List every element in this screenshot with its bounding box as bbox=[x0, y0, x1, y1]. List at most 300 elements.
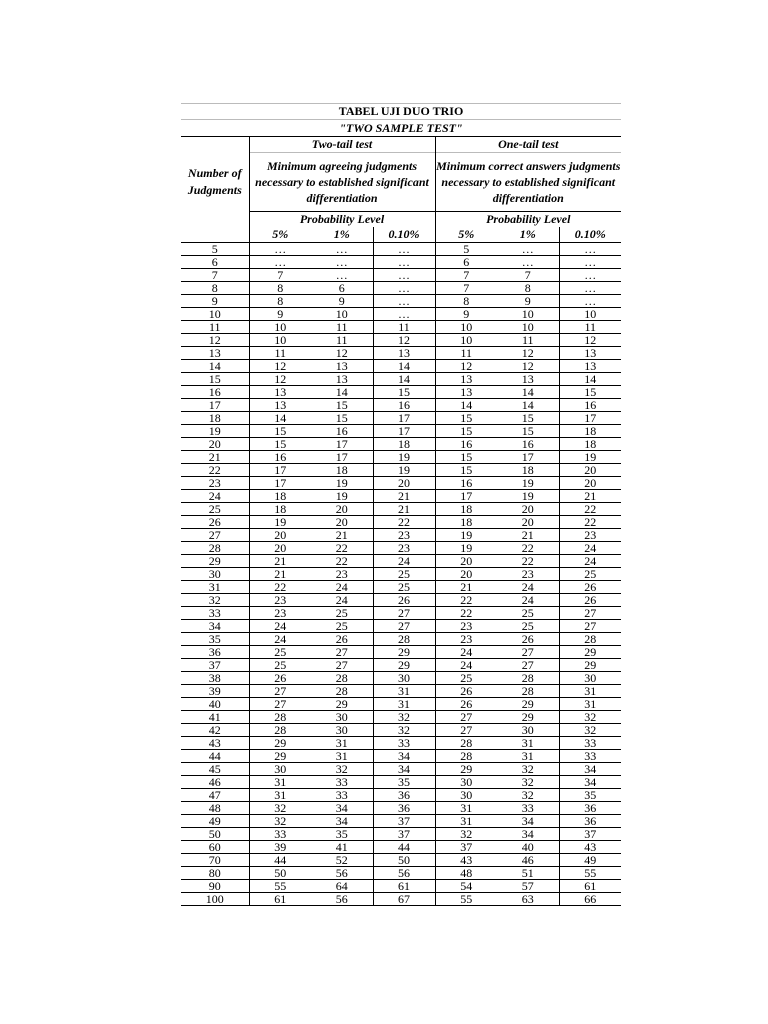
cell-two-tail-0-10: 34 bbox=[373, 750, 435, 763]
cell-two-tail-0-10: 13 bbox=[373, 347, 435, 360]
table-row bbox=[181, 594, 621, 607]
cell-two-tail-0-10: 36 bbox=[373, 802, 435, 815]
cell-judgments: 35 bbox=[181, 633, 249, 646]
cell-one-tail-0-10: 49 bbox=[559, 854, 621, 867]
cell-one-tail-5: 28 bbox=[435, 737, 497, 750]
cell-judgments: 18 bbox=[181, 412, 249, 425]
cell-two-tail-0-10: 26 bbox=[373, 594, 435, 607]
table-row bbox=[181, 607, 621, 620]
cell-two-tail-1: 15 bbox=[311, 399, 373, 412]
cell-one-tail-5: 55 bbox=[435, 893, 497, 906]
cell-two-tail-1: 23 bbox=[311, 568, 373, 581]
cell-two-tail-1: 10 bbox=[311, 308, 373, 321]
cell-two-tail-0-10: 35 bbox=[373, 776, 435, 789]
cell-two-tail-1: 13 bbox=[311, 373, 373, 386]
cell-one-tail-0-10: 55 bbox=[559, 867, 621, 880]
cell-one-tail-1: 32 bbox=[497, 789, 559, 802]
cell-one-tail-5: 14 bbox=[435, 399, 497, 412]
cell-one-tail-5: 31 bbox=[435, 815, 497, 828]
cell-judgments: 19 bbox=[181, 425, 249, 438]
cell-judgments: 31 bbox=[181, 581, 249, 594]
cell-two-tail-5: 29 bbox=[249, 750, 311, 763]
cell-one-tail-1: 51 bbox=[497, 867, 559, 880]
cell-judgments: 17 bbox=[181, 399, 249, 412]
table-row bbox=[181, 425, 621, 438]
cell-one-tail-1: 19 bbox=[497, 490, 559, 503]
cell-judgments: 8 bbox=[181, 282, 249, 295]
cell-one-tail-0-10: 18 bbox=[559, 438, 621, 451]
cell-two-tail-0-10: 44 bbox=[373, 841, 435, 854]
cell-judgments: 22 bbox=[181, 464, 249, 477]
table-row bbox=[181, 633, 621, 646]
cell-two-tail-1: 19 bbox=[311, 490, 373, 503]
cell-one-tail-0-10: 61 bbox=[559, 880, 621, 893]
cell-two-tail-0-10: … bbox=[373, 308, 435, 321]
cell-one-tail-1: 32 bbox=[497, 763, 559, 776]
cell-one-tail-0-10: 28 bbox=[559, 633, 621, 646]
cell-one-tail-1: 63 bbox=[497, 893, 559, 906]
cell-two-tail-1: 26 bbox=[311, 633, 373, 646]
cell-one-tail-1: 26 bbox=[497, 633, 559, 646]
table-row bbox=[181, 451, 621, 464]
table-row bbox=[181, 737, 621, 750]
cell-one-tail-0-10: 35 bbox=[559, 789, 621, 802]
cell-one-tail-5: 26 bbox=[435, 685, 497, 698]
cell-one-tail-1: 34 bbox=[497, 828, 559, 841]
cell-judgments: 90 bbox=[181, 880, 249, 893]
cell-one-tail-1: 32 bbox=[497, 776, 559, 789]
cell-one-tail-1: 28 bbox=[497, 672, 559, 685]
cell-one-tail-0-10: … bbox=[559, 295, 621, 308]
two-tail-level-1: 1% bbox=[333, 227, 350, 241]
cell-two-tail-0-10: 18 bbox=[373, 438, 435, 451]
cell-one-tail-5: 11 bbox=[435, 347, 497, 360]
number-of-judgments-header: Number of Judgments bbox=[181, 137, 249, 228]
cell-one-tail-1: 10 bbox=[497, 321, 559, 334]
cell-one-tail-5: 18 bbox=[435, 503, 497, 516]
cell-one-tail-0-10: 34 bbox=[559, 763, 621, 776]
cell-one-tail-1: 18 bbox=[497, 464, 559, 477]
cell-one-tail-1: 8 bbox=[497, 282, 559, 295]
cell-one-tail-1: 12 bbox=[497, 360, 559, 373]
cell-two-tail-0-10: 31 bbox=[373, 698, 435, 711]
cell-one-tail-1: 22 bbox=[497, 542, 559, 555]
cell-two-tail-1: 13 bbox=[311, 360, 373, 373]
cell-two-tail-1: 25 bbox=[311, 607, 373, 620]
table-row bbox=[181, 490, 621, 503]
cell-two-tail-0-10: 33 bbox=[373, 737, 435, 750]
cell-one-tail-5: 23 bbox=[435, 633, 497, 646]
table-row bbox=[181, 724, 621, 737]
cell-one-tail-1: 11 bbox=[497, 334, 559, 347]
cell-two-tail-1: 12 bbox=[311, 347, 373, 360]
cell-one-tail-1: 31 bbox=[497, 750, 559, 763]
cell-one-tail-0-10: 13 bbox=[559, 347, 621, 360]
cell-judgments: 47 bbox=[181, 789, 249, 802]
cell-judgments: 41 bbox=[181, 711, 249, 724]
cell-two-tail-0-10: 67 bbox=[373, 893, 435, 906]
one-tail-level-0-10: 0.10% bbox=[559, 227, 621, 243]
cell-two-tail-1: 11 bbox=[311, 321, 373, 334]
table-row bbox=[181, 373, 621, 386]
cell-two-tail-0-10: 14 bbox=[373, 373, 435, 386]
cell-two-tail-5: 33 bbox=[249, 828, 311, 841]
cell-two-tail-0-10: 61 bbox=[373, 880, 435, 893]
cell-two-tail-1: 30 bbox=[311, 724, 373, 737]
cell-one-tail-1: 9 bbox=[497, 295, 559, 308]
cell-one-tail-1: 7 bbox=[497, 269, 559, 282]
cell-two-tail-5: 17 bbox=[249, 464, 311, 477]
cell-one-tail-5: 13 bbox=[435, 386, 497, 399]
cell-one-tail-5: 26 bbox=[435, 698, 497, 711]
cell-two-tail-1: 19 bbox=[311, 477, 373, 490]
cell-judgments: 32 bbox=[181, 594, 249, 607]
cell-judgments: 48 bbox=[181, 802, 249, 815]
cell-one-tail-1: 20 bbox=[497, 503, 559, 516]
cell-one-tail-1: 17 bbox=[497, 451, 559, 464]
cell-two-tail-0-10: 19 bbox=[373, 451, 435, 464]
cell-two-tail-0-10: 27 bbox=[373, 607, 435, 620]
cell-two-tail-5: 32 bbox=[249, 802, 311, 815]
cell-two-tail-1: 41 bbox=[311, 841, 373, 854]
cell-judgments: 9 bbox=[181, 295, 249, 308]
table-row bbox=[181, 529, 621, 542]
cell-two-tail-1: 22 bbox=[311, 555, 373, 568]
cell-two-tail-1: 29 bbox=[311, 698, 373, 711]
cell-judgments: 34 bbox=[181, 620, 249, 633]
cell-two-tail-0-10: 29 bbox=[373, 659, 435, 672]
cell-one-tail-1: 16 bbox=[497, 438, 559, 451]
cell-two-tail-5: 12 bbox=[249, 360, 311, 373]
table-row bbox=[181, 386, 621, 399]
cell-one-tail-0-10: 26 bbox=[559, 581, 621, 594]
cell-two-tail-0-10: 37 bbox=[373, 828, 435, 841]
cell-one-tail-5: 21 bbox=[435, 581, 497, 594]
table-row bbox=[181, 399, 621, 412]
cell-one-tail-5: 30 bbox=[435, 776, 497, 789]
cell-one-tail-5: 22 bbox=[435, 594, 497, 607]
cell-one-tail-1: 30 bbox=[497, 724, 559, 737]
cell-two-tail-0-10: … bbox=[373, 269, 435, 282]
table-row bbox=[181, 516, 621, 529]
judgments-level-blank bbox=[181, 227, 249, 243]
cell-one-tail-1: 33 bbox=[497, 802, 559, 815]
cell-two-tail-5: 20 bbox=[249, 542, 311, 555]
cell-two-tail-1: 21 bbox=[311, 529, 373, 542]
table-row bbox=[181, 542, 621, 555]
cell-two-tail-5: 8 bbox=[249, 295, 311, 308]
cell-judgments: 39 bbox=[181, 685, 249, 698]
cell-one-tail-0-10: … bbox=[559, 243, 621, 256]
cell-one-tail-1: 29 bbox=[497, 711, 559, 724]
cell-two-tail-5: 15 bbox=[249, 425, 311, 438]
cell-one-tail-0-10: … bbox=[559, 256, 621, 269]
cell-two-tail-0-10: 22 bbox=[373, 516, 435, 529]
cell-judgments: 70 bbox=[181, 854, 249, 867]
cell-two-tail-0-10: 37 bbox=[373, 815, 435, 828]
cell-two-tail-0-10: 28 bbox=[373, 633, 435, 646]
cell-one-tail-5: 24 bbox=[435, 659, 497, 672]
cell-two-tail-5: 13 bbox=[249, 386, 311, 399]
table-row bbox=[181, 477, 621, 490]
cell-two-tail-0-10: 24 bbox=[373, 555, 435, 568]
cell-one-tail-0-10: 29 bbox=[559, 659, 621, 672]
duo-trio-table bbox=[181, 103, 621, 906]
cell-two-tail-0-10: 25 bbox=[373, 581, 435, 594]
cell-one-tail-5: 8 bbox=[435, 295, 497, 308]
cell-one-tail-0-10: 15 bbox=[559, 386, 621, 399]
cell-two-tail-1: 33 bbox=[311, 789, 373, 802]
cell-two-tail-1: 17 bbox=[311, 438, 373, 451]
cell-one-tail-5: 30 bbox=[435, 789, 497, 802]
cell-two-tail-5: 29 bbox=[249, 737, 311, 750]
cell-one-tail-1: 10 bbox=[497, 308, 559, 321]
cell-two-tail-5: … bbox=[249, 256, 311, 269]
cell-two-tail-1: 16 bbox=[311, 425, 373, 438]
cell-two-tail-0-10: 21 bbox=[373, 490, 435, 503]
cell-one-tail-1: 14 bbox=[497, 399, 559, 412]
duo-trio-table-sheet bbox=[181, 103, 621, 906]
cell-one-tail-5: 18 bbox=[435, 516, 497, 529]
cell-one-tail-0-10: 66 bbox=[559, 893, 621, 906]
cell-two-tail-5: 50 bbox=[249, 867, 311, 880]
cell-two-tail-1: 31 bbox=[311, 737, 373, 750]
cell-one-tail-1: 12 bbox=[497, 347, 559, 360]
table-row bbox=[181, 841, 621, 854]
cell-one-tail-0-10: 31 bbox=[559, 698, 621, 711]
cell-two-tail-0-10: 21 bbox=[373, 503, 435, 516]
cell-two-tail-1: 25 bbox=[311, 620, 373, 633]
cell-one-tail-5: 25 bbox=[435, 672, 497, 685]
cell-judgments: 20 bbox=[181, 438, 249, 451]
cell-one-tail-1: 20 bbox=[497, 516, 559, 529]
cell-two-tail-0-10: … bbox=[373, 256, 435, 269]
cell-one-tail-1: 27 bbox=[497, 659, 559, 672]
cell-two-tail-1: 28 bbox=[311, 672, 373, 685]
table-row bbox=[181, 802, 621, 815]
cell-two-tail-5: 12 bbox=[249, 373, 311, 386]
cell-one-tail-0-10: 12 bbox=[559, 334, 621, 347]
cell-one-tail-1: 23 bbox=[497, 568, 559, 581]
cell-two-tail-5: 27 bbox=[249, 698, 311, 711]
cell-one-tail-5: 43 bbox=[435, 854, 497, 867]
cell-two-tail-1: 18 bbox=[311, 464, 373, 477]
cell-one-tail-0-10: 20 bbox=[559, 477, 621, 490]
cell-judgments: 40 bbox=[181, 698, 249, 711]
cell-one-tail-1: 22 bbox=[497, 555, 559, 568]
table-row bbox=[181, 347, 621, 360]
cell-two-tail-0-10: 32 bbox=[373, 724, 435, 737]
cell-one-tail-1: 21 bbox=[497, 529, 559, 542]
cell-judgments: 28 bbox=[181, 542, 249, 555]
cell-two-tail-0-10: 14 bbox=[373, 360, 435, 373]
cell-one-tail-0-10: 14 bbox=[559, 373, 621, 386]
table-row bbox=[181, 321, 621, 334]
cell-two-tail-5: 17 bbox=[249, 477, 311, 490]
one-tail-test-header: One-tail test bbox=[435, 137, 621, 153]
cell-judgments: 5 bbox=[181, 243, 249, 256]
cell-two-tail-1: 14 bbox=[311, 386, 373, 399]
cell-judgments: 13 bbox=[181, 347, 249, 360]
cell-one-tail-0-10: 25 bbox=[559, 568, 621, 581]
cell-judgments: 23 bbox=[181, 477, 249, 490]
cell-one-tail-5: 12 bbox=[435, 360, 497, 373]
cell-two-tail-5: 9 bbox=[249, 308, 311, 321]
table-row bbox=[181, 854, 621, 867]
cell-two-tail-1: 52 bbox=[311, 854, 373, 867]
cell-two-tail-0-10: 27 bbox=[373, 620, 435, 633]
cell-two-tail-5: 31 bbox=[249, 776, 311, 789]
cell-one-tail-5: 31 bbox=[435, 802, 497, 815]
table-row bbox=[181, 620, 621, 633]
cell-two-tail-5: 22 bbox=[249, 581, 311, 594]
cell-two-tail-5: 19 bbox=[249, 516, 311, 529]
cell-one-tail-5: 15 bbox=[435, 464, 497, 477]
cell-one-tail-1: 14 bbox=[497, 386, 559, 399]
cell-two-tail-5: 39 bbox=[249, 841, 311, 854]
cell-two-tail-5: 27 bbox=[249, 685, 311, 698]
cell-one-tail-0-10: 13 bbox=[559, 360, 621, 373]
cell-one-tail-5: 7 bbox=[435, 282, 497, 295]
cell-two-tail-5: 20 bbox=[249, 529, 311, 542]
cell-one-tail-5: 29 bbox=[435, 763, 497, 776]
cell-one-tail-1: 27 bbox=[497, 646, 559, 659]
cell-one-tail-1: 34 bbox=[497, 815, 559, 828]
cell-judgments: 50 bbox=[181, 828, 249, 841]
cell-one-tail-1: 46 bbox=[497, 854, 559, 867]
cell-two-tail-1: 11 bbox=[311, 334, 373, 347]
cell-two-tail-0-10: … bbox=[373, 282, 435, 295]
table-row bbox=[181, 789, 621, 802]
table-row bbox=[181, 750, 621, 763]
cell-two-tail-0-10: 56 bbox=[373, 867, 435, 880]
cell-judgments: 21 bbox=[181, 451, 249, 464]
cell-judgments: 14 bbox=[181, 360, 249, 373]
table-subtitle: "TWO SAMPLE TEST" bbox=[181, 120, 621, 137]
table-row bbox=[181, 438, 621, 451]
cell-judgments: 37 bbox=[181, 659, 249, 672]
cell-judgments: 30 bbox=[181, 568, 249, 581]
cell-two-tail-5: 25 bbox=[249, 646, 311, 659]
cell-one-tail-0-10: … bbox=[559, 269, 621, 282]
cell-two-tail-0-10: 23 bbox=[373, 542, 435, 555]
cell-one-tail-1: 25 bbox=[497, 620, 559, 633]
cell-one-tail-1: 28 bbox=[497, 685, 559, 698]
cell-two-tail-5: 18 bbox=[249, 490, 311, 503]
cell-one-tail-5: 15 bbox=[435, 451, 497, 464]
cell-one-tail-5: 5 bbox=[435, 243, 497, 256]
cell-one-tail-0-10: 18 bbox=[559, 425, 621, 438]
cell-judgments: 44 bbox=[181, 750, 249, 763]
cell-one-tail-5: 32 bbox=[435, 828, 497, 841]
table-row bbox=[181, 308, 621, 321]
cell-two-tail-5: 55 bbox=[249, 880, 311, 893]
table-row bbox=[181, 646, 621, 659]
cell-two-tail-1: 27 bbox=[311, 646, 373, 659]
cell-judgments: 15 bbox=[181, 373, 249, 386]
cell-two-tail-0-10: 23 bbox=[373, 529, 435, 542]
cell-one-tail-0-10: 26 bbox=[559, 594, 621, 607]
cell-judgments: 80 bbox=[181, 867, 249, 880]
cell-one-tail-5: 16 bbox=[435, 438, 497, 451]
cell-one-tail-5: 7 bbox=[435, 269, 497, 282]
cell-two-tail-5: 11 bbox=[249, 347, 311, 360]
cell-two-tail-1: 22 bbox=[311, 542, 373, 555]
cell-two-tail-1: 28 bbox=[311, 685, 373, 698]
cell-one-tail-0-10: 22 bbox=[559, 503, 621, 516]
table-row bbox=[181, 282, 621, 295]
cell-judgments: 49 bbox=[181, 815, 249, 828]
cell-two-tail-0-10: 30 bbox=[373, 672, 435, 685]
cell-one-tail-5: 27 bbox=[435, 724, 497, 737]
cell-one-tail-1: 13 bbox=[497, 373, 559, 386]
cell-one-tail-0-10: 36 bbox=[559, 802, 621, 815]
cell-one-tail-1: 24 bbox=[497, 594, 559, 607]
cell-one-tail-0-10: 32 bbox=[559, 724, 621, 737]
cell-one-tail-0-10: 17 bbox=[559, 412, 621, 425]
cell-one-tail-0-10: 31 bbox=[559, 685, 621, 698]
table-row bbox=[181, 581, 621, 594]
cell-one-tail-0-10: 33 bbox=[559, 750, 621, 763]
table-row bbox=[181, 256, 621, 269]
cell-two-tail-0-10: 29 bbox=[373, 646, 435, 659]
cell-two-tail-5: 24 bbox=[249, 633, 311, 646]
cell-one-tail-5: 19 bbox=[435, 542, 497, 555]
cell-one-tail-1: 19 bbox=[497, 477, 559, 490]
cell-one-tail-0-10: 27 bbox=[559, 620, 621, 633]
table-row bbox=[181, 880, 621, 893]
cell-two-tail-1: 6 bbox=[311, 282, 373, 295]
cell-two-tail-1: 56 bbox=[311, 893, 373, 906]
table-row bbox=[181, 659, 621, 672]
two-tail-probability-level: Probability Level bbox=[249, 212, 435, 228]
one-tail-level-5: 5% bbox=[435, 227, 497, 243]
cell-one-tail-1: 25 bbox=[497, 607, 559, 620]
cell-two-tail-1: 32 bbox=[311, 763, 373, 776]
cell-two-tail-0-10: 16 bbox=[373, 399, 435, 412]
cell-judgments: 26 bbox=[181, 516, 249, 529]
cell-one-tail-0-10: 27 bbox=[559, 607, 621, 620]
cell-one-tail-5: 28 bbox=[435, 750, 497, 763]
cell-two-tail-5: 30 bbox=[249, 763, 311, 776]
table-row bbox=[181, 867, 621, 880]
cell-one-tail-0-10: 24 bbox=[559, 542, 621, 555]
cell-one-tail-0-10: 22 bbox=[559, 516, 621, 529]
table-row bbox=[181, 464, 621, 477]
cell-judgments: 11 bbox=[181, 321, 249, 334]
cell-two-tail-0-10: 12 bbox=[373, 334, 435, 347]
table-row bbox=[181, 269, 621, 282]
cell-one-tail-1: 29 bbox=[497, 698, 559, 711]
table-row bbox=[181, 776, 621, 789]
cell-one-tail-5: 9 bbox=[435, 308, 497, 321]
cell-two-tail-0-10: 19 bbox=[373, 464, 435, 477]
cell-one-tail-5: 15 bbox=[435, 412, 497, 425]
cell-one-tail-0-10: 20 bbox=[559, 464, 621, 477]
cell-two-tail-0-10: 31 bbox=[373, 685, 435, 698]
table-row bbox=[181, 334, 621, 347]
cell-one-tail-1: … bbox=[497, 243, 559, 256]
cell-two-tail-5: 10 bbox=[249, 334, 311, 347]
cell-judgments: 7 bbox=[181, 269, 249, 282]
table-row bbox=[181, 763, 621, 776]
cell-one-tail-1: … bbox=[497, 256, 559, 269]
cell-two-tail-1: 56 bbox=[311, 867, 373, 880]
cell-two-tail-0-10: 36 bbox=[373, 789, 435, 802]
cell-two-tail-0-10: 15 bbox=[373, 386, 435, 399]
table-row bbox=[181, 360, 621, 373]
one-tail-level-1: 1% bbox=[519, 227, 536, 241]
